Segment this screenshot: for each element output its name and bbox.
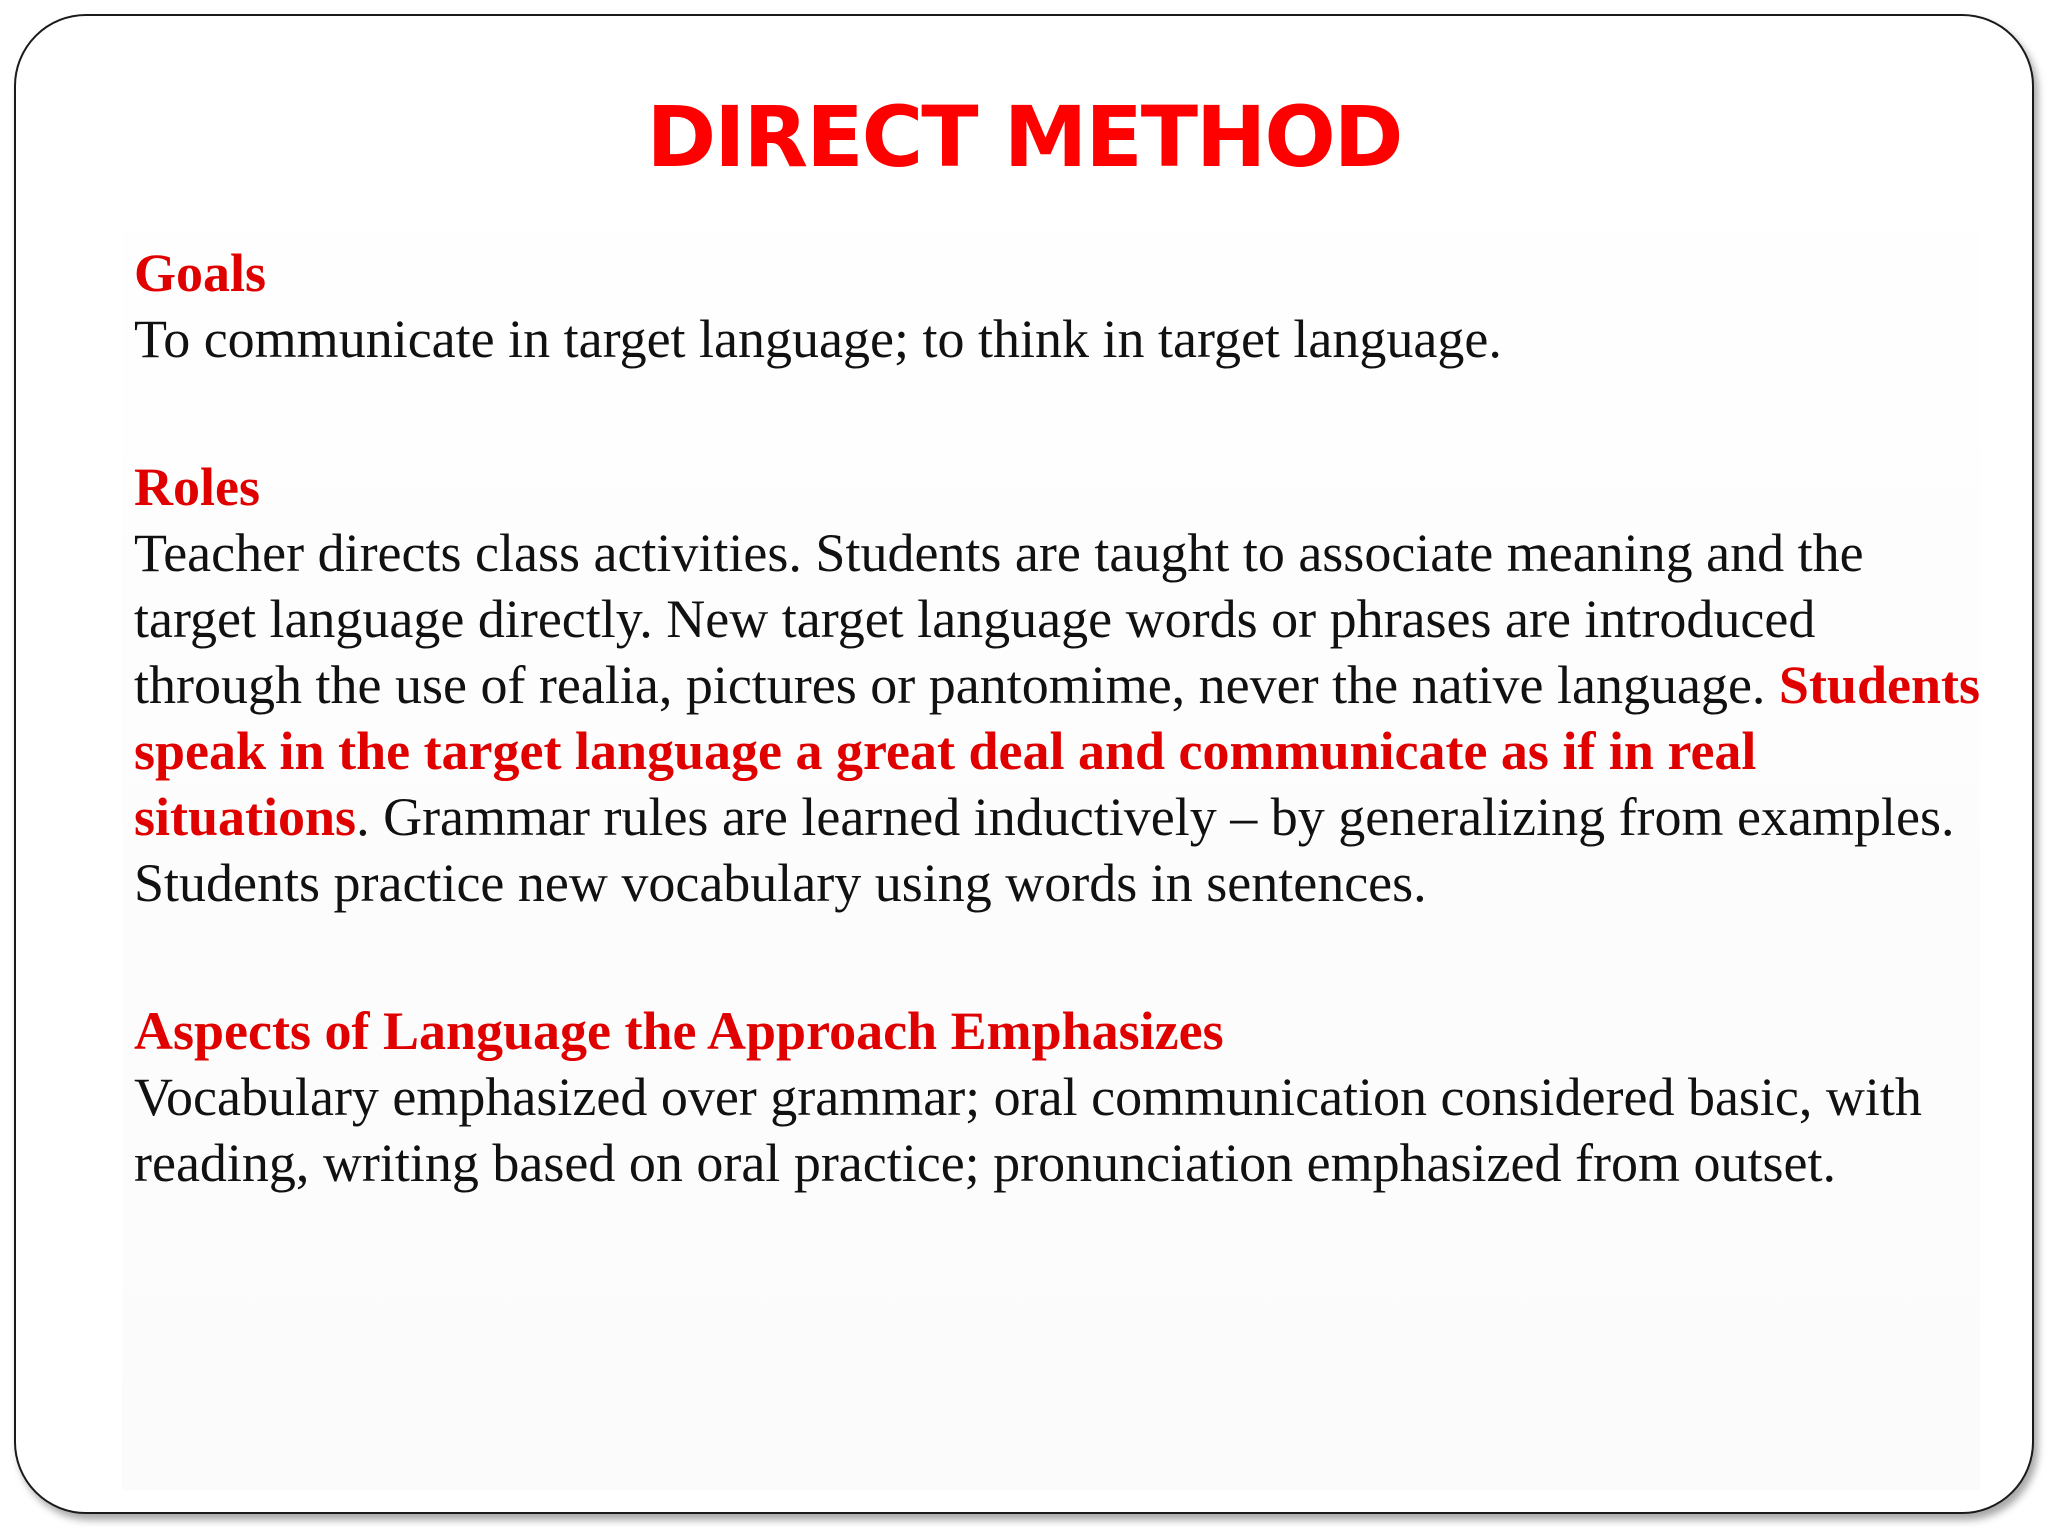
slide-title: DIRECT METHOD (646, 88, 1402, 186)
roles-text-after: . Grammar rules are learned inductively – by generalizing from examples. Students practice new vocabulary using words in sentences. (134, 787, 1955, 913)
spacer (134, 372, 1984, 454)
roles-paragraph (134, 520, 1984, 916)
roles-text-before: Teacher directs class activities. Students are taught to associate meaning and the target language directly. New target language words or phrases are introduced through the use of realia, pictures or pantomime, never the native language. (134, 523, 1864, 715)
aspects-heading: Aspects of Language the Approach Emphasizes (134, 1001, 1224, 1061)
aspects-section (134, 998, 1984, 1196)
goals-text: To communicate in target language; to think in target language. (134, 309, 1502, 369)
slide-content (134, 240, 1984, 1196)
roles-highlight: Students speak in the target language a great deal and communicate as if in real situations (134, 655, 1980, 847)
roles-section (134, 454, 1984, 916)
spacer (134, 916, 1984, 998)
aspects-text: Vocabulary emphasized over grammar; oral communication considered basic, with reading, writing based on oral practice; pronunciation emphasized from outset. (134, 1067, 1922, 1193)
goals-section (134, 240, 1984, 372)
goals-heading: Goals (134, 243, 267, 303)
roles-heading: Roles (134, 457, 260, 517)
